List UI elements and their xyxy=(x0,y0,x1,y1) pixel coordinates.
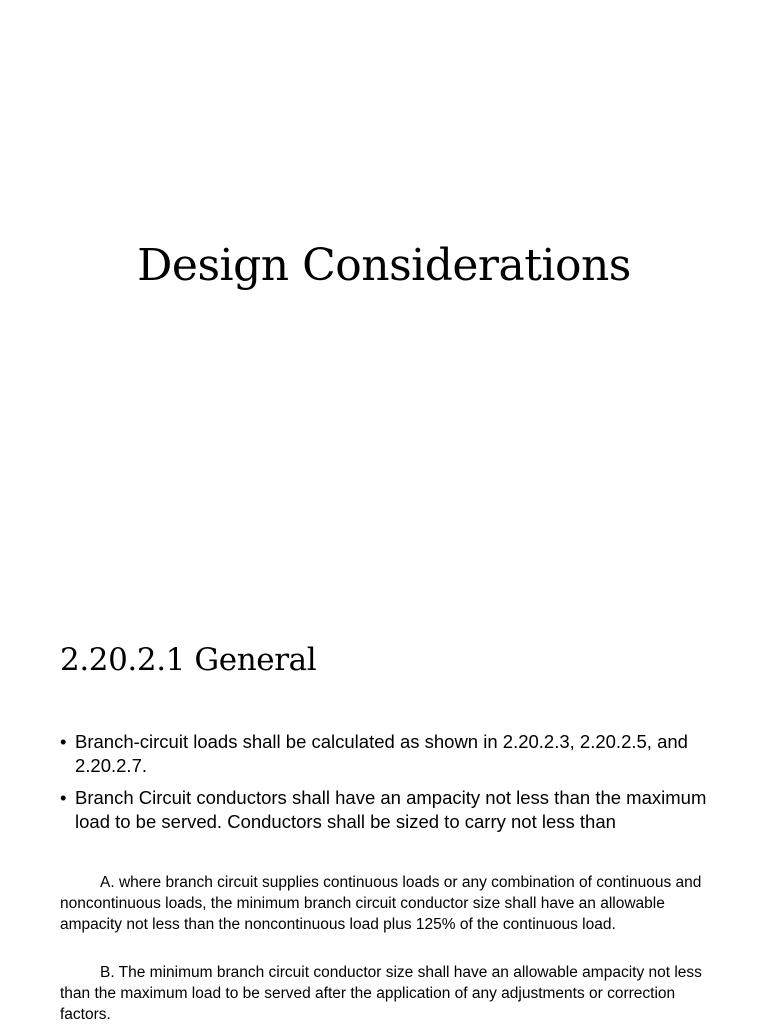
section-title: 2.20.2.1 General xyxy=(60,642,317,678)
slide-title: Design Considerations xyxy=(137,240,631,291)
bullet-item xyxy=(60,730,728,778)
bullet-icon: • xyxy=(60,787,67,808)
content-slide xyxy=(0,576,768,1024)
sub-item-b xyxy=(60,962,710,1025)
bullet-icon: • xyxy=(60,731,67,752)
bullet-text: Branch-circuit loads shall be calculated as shown in 2.20.2.3, 2.20.2.5, and 2.20.2.7. xyxy=(75,731,688,776)
sub-item-a xyxy=(60,872,710,935)
bullet-item xyxy=(60,786,728,834)
sub-item-text: B. The minimum branch circuit conductor size shall have an allowable ampacity not less than the maximum load to be served after the application of any adjustments or correction factors. xyxy=(60,964,702,1023)
bullet-list xyxy=(60,730,728,842)
bullet-text: Branch Circuit conductors shall have an ampacity not less than the maximum load to be served. Conductors shall be sized to carry not less than xyxy=(75,787,707,832)
sub-item-text: A. where branch circuit supplies continuous loads or any combination of continuous and noncontinuous loads, the minimum branch circuit conductor size shall have an allowable ampacity not less than the noncontinuous load plus 125% of the continuous load. xyxy=(60,874,702,933)
